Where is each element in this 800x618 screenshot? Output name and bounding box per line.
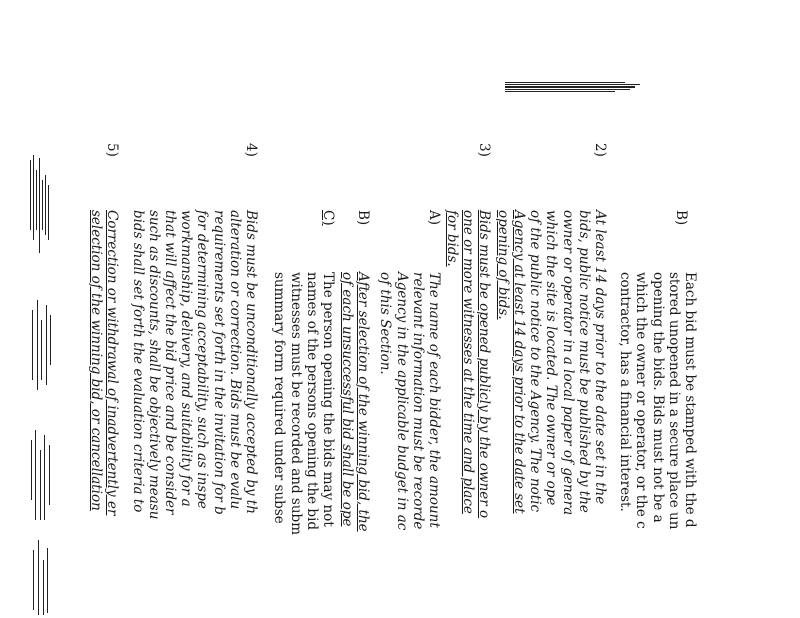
text-line: of each unsuccessful bid shall be ope — [338, 272, 355, 527]
text-line: After selection of the winning bid, the — [355, 272, 371, 532]
text-line: Agency at least 14 days prior to the date set — [510, 210, 527, 514]
rotated-page-content — [87, 140, 700, 618]
text-line: which the owner or operator, or the c — [633, 272, 650, 529]
text-line: The person opening the bids may not — [320, 272, 336, 527]
text-line: Bids must be unconditionally accepted by th — [243, 210, 259, 514]
label-item-5: 5) — [104, 143, 120, 157]
paragraph-item-2 — [495, 210, 608, 515]
text-line: workmanship, delivery, and suitability for a — [178, 210, 195, 507]
text-line: owner or operator in a local paper of genera — [559, 210, 576, 516]
text-line: The name of each bidder, the amount — [426, 272, 442, 528]
label-subitem-c: C) — [320, 210, 336, 226]
text-line: At least 14 days prior to the date set in the — [592, 210, 608, 505]
paragraph-item-5 — [88, 210, 120, 515]
text-line: bids, public notice must be published by the — [575, 210, 592, 513]
text-line: Bids must be opened publicly by the owner o — [476, 210, 492, 519]
text-line: summary form required under subse — [271, 272, 288, 524]
text-line: for bids. — [443, 210, 460, 267]
paragraph-b-top — [617, 272, 698, 529]
text-line: which the site is located. The owner or ope — [543, 210, 560, 506]
label-b-top: B) — [673, 210, 689, 226]
text-line: Each bid must be stamped with the d — [682, 272, 698, 528]
scan-smudge-top — [505, 80, 640, 94]
rotated-page-region — [87, 140, 700, 618]
text-line: bids shall set forth the evaluation criteria to — [129, 210, 146, 513]
label-item-4: 4) — [243, 143, 259, 157]
paragraph-item-3 — [443, 210, 492, 518]
text-line: witnesses must be recorded and subm — [287, 272, 304, 535]
label-item-3: 3) — [476, 143, 492, 157]
scan-smudge-left — [28, 150, 68, 618]
text-line: of the public notice to the Agency. The notic — [527, 210, 544, 513]
text-line: Agency in the applicable budget in ac — [393, 272, 410, 531]
text-line: Correction or withdrawal of inadvertently er — [104, 210, 120, 516]
paragraph-subitem-a — [377, 272, 442, 530]
text-line: that will affect the bid price and be consider — [161, 210, 178, 515]
text-line: opening the bids. Bids must not be a — [649, 272, 666, 523]
paragraph-subitem-b — [339, 272, 371, 532]
label-subitem-b: B) — [355, 210, 371, 226]
text-line: opening of bids. — [494, 210, 511, 320]
text-line: for determining acceptability, such as inspe — [194, 210, 211, 509]
text-line: alteration or correction. Bids must be evalu — [226, 210, 243, 510]
text-line: requirements set forth in the invitation for b — [210, 210, 227, 515]
text-line: of this Section. — [377, 272, 394, 375]
paragraph-item-4 — [129, 210, 259, 519]
text-line: contractor, has a financial interest. — [617, 272, 634, 512]
text-line: names of the persons opening the bid — [303, 272, 320, 531]
label-item-2: 2) — [592, 143, 608, 157]
text-line: such as discounts, shall be objectively measu — [145, 210, 162, 520]
text-line: one or more witnesses at the time and place — [459, 210, 476, 514]
text-line: relevant information must be recorde — [409, 272, 426, 530]
label-subitem-a: A) — [426, 210, 442, 226]
paragraph-subitem-c — [271, 272, 336, 535]
text-line: stored unopened in a secure place un — [665, 272, 682, 530]
text-line: selection of the winning bid, or cancellation — [87, 210, 104, 511]
